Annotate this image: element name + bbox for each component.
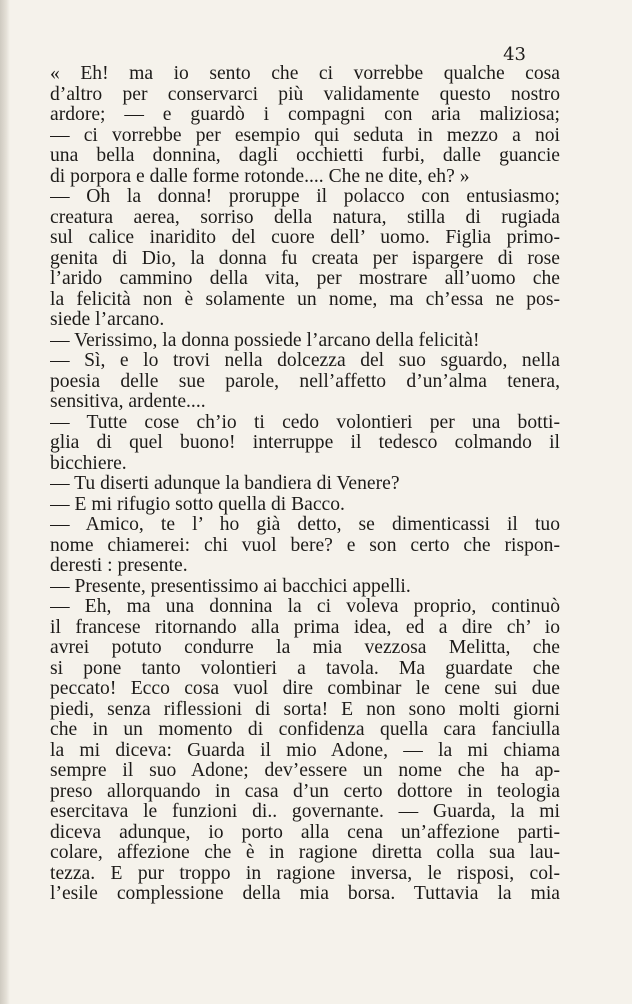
text-line: glia di quel buono! interruppe il tedesco colmando il <box>50 433 560 453</box>
text-line: siede l’arcano. <box>50 310 165 330</box>
text-line: diceva adunque, io porto alla cena un’affezione parti- <box>50 822 560 843</box>
text-line: si pone tanto volontieri a tavola. Ma guardate che <box>50 658 560 679</box>
text-line: deresti : presente. <box>50 556 188 576</box>
text-line: « Eh! ma io sento che ci vorrebbe qualche cosa <box>50 64 560 84</box>
text-line: — Tutte cose ch’io ti cedo volontieri per una botti- <box>50 412 560 433</box>
text-line: — Sì, e lo trovi nella dolcezza del suo sguardo, nella <box>50 351 560 371</box>
text-line: che in un momento di confidenza quella cara fanciulla <box>50 720 560 740</box>
text-line: esercitava le funzioni di.. governante. — Guarda, la mi <box>50 802 560 822</box>
text-line: la mi diceva: Guarda il mio Adone, — la mi chiama <box>50 740 560 761</box>
text-line: — Verissimo, la donna possiede l’arcano della felicità! <box>50 330 480 351</box>
text-line: sempre il suo Adone; dev’essere un nome che ha ap- <box>50 761 560 781</box>
text-line: piedi, senza riflessioni di sorta! E non sono molti giorni <box>50 699 560 720</box>
text-line: una bella donnina, dagli occhietti furbi, dalle guancie <box>50 146 560 166</box>
text-line: l’arido cammino della vita, per mostrare all’uomo che <box>50 269 560 289</box>
text-line: di porpora e dalle forme rotonde.... Che ne dite, eh? » <box>50 166 470 187</box>
text-line: poesia delle sue parole, nell’affetto d’un’alma tenera, <box>50 371 560 392</box>
text-line: — Oh la donna! proruppe il polacco con entusiasmo; <box>50 187 560 207</box>
text-line: — Amico, te l’ ho già detto, se dimenticassi il tuo <box>50 515 560 535</box>
body-text <box>50 64 560 905</box>
text-line: colare, affezione che è in ragione diretta colla sua lau- <box>50 843 560 863</box>
page-number: 43 <box>503 44 526 65</box>
text-line: l’esile complessione della mia borsa. Tuttavia la mia <box>50 884 560 904</box>
text-line: — E mi rifugio sotto quella di Bacco. <box>50 494 345 515</box>
text-line: peccato! Ecco cosa vuol dire combinar le cene sui due <box>50 679 560 699</box>
text-line: genita di Dio, la donna fu creata per ispargere di rose <box>50 248 560 269</box>
text-line: d’altro per conservarci più validamente questo nostro <box>50 84 560 105</box>
text-line: — Presente, presentissimo ai bacchici appelli. <box>50 576 411 597</box>
text-line: preso allorquando in casa d’un certo dottore in teologia <box>50 781 560 802</box>
text-line: la felicità non è solamente un nome, ma ch’essa ne pos- <box>50 289 560 310</box>
text-line: nome chiamerei: chi vuol bere? e son certo che rispon- <box>50 535 560 556</box>
page-spine-shadow <box>0 0 10 1004</box>
text-line: — ci vorrebbe per esempio qui seduta in mezzo a noi <box>50 125 560 146</box>
text-line: il francese ritornando alla prima idea, ed a dire ch’ io <box>50 617 560 638</box>
text-line: — Tu diserti adunque la bandiera di Venere? <box>50 474 400 494</box>
text-line: tezza. E pur troppo in ragione inversa, le risposi, col- <box>50 863 560 884</box>
text-line: bicchiere. <box>50 453 127 474</box>
text-line: sul calice inaridito del cuore dell’ uomo. Figlia primo- <box>50 228 560 248</box>
text-line: sensitiva, ardente.... <box>50 392 206 412</box>
text-line: avrei potuto condurre la mia vezzosa Melitta, che <box>50 638 560 658</box>
text-line: ardore; — e guardò i compagni con aria maliziosa; <box>50 105 560 125</box>
text-line: — Eh, ma una donnina la ci voleva proprio, continuò <box>50 597 560 617</box>
text-line: creatura aerea, sorriso della natura, stilla di rugiada <box>50 207 560 228</box>
